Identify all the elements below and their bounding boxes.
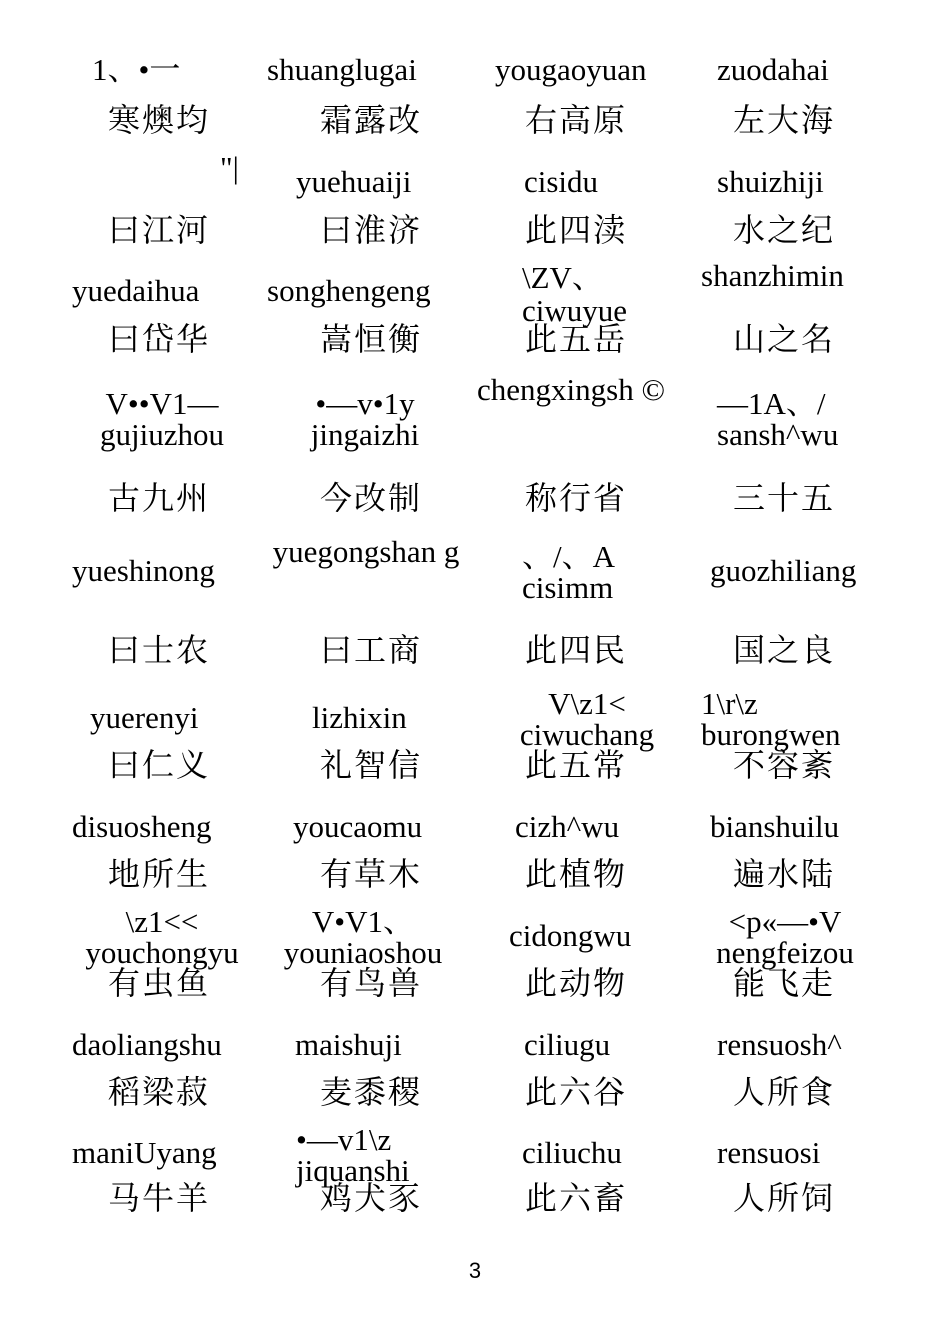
pinyin-r10-c4: rensuosi: [717, 1135, 821, 1170]
hanzi-r7-c3: 此植物: [525, 855, 628, 893]
pinyin-r8-c4: <p«—•V nengfeizou: [716, 904, 854, 970]
pinyin-r4-c1: V••V1— gujiuzhou: [100, 386, 224, 452]
hanzi-r3-c3: 此五岳: [525, 320, 628, 358]
pinyin-r4-c4: —1A、/ sansh^wu: [717, 386, 839, 452]
pinyin-r8-c1: \z1<< youchongyu: [85, 904, 239, 970]
pinyin-r6-c4: 1\r\z burongwen: [701, 686, 841, 752]
hanzi-r8-c1: 有虫鱼: [108, 964, 211, 1002]
pinyin-r3-c3: \ZV、 ciwuyue: [522, 260, 628, 328]
pinyin-r2-c4: shuizhiji: [717, 164, 824, 199]
hanzi-r5-c1: 曰士农: [108, 631, 211, 669]
hanzi-r3-c4: 山之名: [733, 320, 836, 358]
pinyin-r5-c1: yueshinong: [72, 553, 215, 588]
hanzi-r1-c2: 霜露改: [320, 101, 423, 139]
pinyin-r1-c1: 1、•一: [92, 52, 181, 87]
hanzi-r4-c2: 今改制: [320, 479, 423, 517]
hanzi-r2-c1: 曰江河: [108, 211, 211, 249]
pinyin-r6-c1: yuerenyi: [90, 700, 199, 735]
hanzi-r9-c1: 稻梁菽: [108, 1073, 211, 1111]
hanzi-r2-c2: 曰淮济: [320, 211, 423, 249]
pinyin-r8-c2: V•V1、 youniaoshou: [283, 904, 443, 970]
pinyin-r9-c2: maishuji: [295, 1027, 402, 1062]
pinyin-r5-c3: 、/、A cisimm: [522, 539, 614, 605]
hanzi-r9-c4: 人所食: [733, 1073, 836, 1111]
hanzi-r9-c2: 麦黍稷: [320, 1073, 423, 1111]
pinyin-r10-c3: ciliuchu: [522, 1135, 622, 1170]
hanzi-r1-c1: 寒燠均: [108, 101, 211, 139]
pinyin-r2-c3: cisidu: [524, 164, 599, 199]
hanzi-r1-c4: 左大海: [733, 101, 836, 139]
pinyin-r5-c4: guozhiliang: [710, 553, 857, 588]
hanzi-r3-c1: 曰岱华: [108, 320, 211, 358]
pinyin-r6-c3: V\z1< ciwuchang: [519, 686, 655, 752]
pinyin-r1-c3: yougaoyuan: [495, 52, 647, 87]
pinyin-r7-c2: youcaomu: [293, 809, 423, 844]
pinyin-r9-c4: rensuosh^: [717, 1027, 842, 1062]
pinyin-r1-c4: zuodahai: [717, 52, 829, 87]
pinyin-r8-c3: cidongwu: [509, 918, 632, 953]
hanzi-r9-c3: 此六谷: [525, 1073, 628, 1111]
hanzi-r4-c4: 三十五: [733, 479, 836, 517]
page-number: 3: [468, 1258, 482, 1283]
pinyin-r1-c2: shuanglugai: [267, 52, 417, 87]
hanzi-r5-c3: 此四民: [525, 631, 628, 669]
hanzi-r10-c1: 马牛羊: [108, 1179, 211, 1217]
hanzi-r4-c1: 古九州: [108, 479, 211, 517]
hanzi-r7-c4: 遍水陆: [733, 855, 836, 893]
hanzi-r7-c1: 地所生: [108, 855, 211, 893]
pinyin-r4-c3: chengxingsh ©: [477, 372, 665, 407]
hanzi-r1-c3: 右高原: [525, 101, 628, 139]
pinyin-r3-c2: songhengeng: [267, 273, 431, 308]
hanzi-r8-c4: 能飞走: [733, 964, 836, 1002]
hanzi-r7-c2: 有草木: [320, 855, 423, 893]
pinyin-r10-c1: maniUyang: [72, 1135, 217, 1170]
hanzi-r8-c2: 有鸟兽: [320, 964, 423, 1002]
hanzi-r10-c4: 人所饲: [733, 1179, 836, 1217]
pinyin-r7-c4: bianshuilu: [710, 809, 840, 844]
pinyin-r9-c3: ciliugu: [524, 1027, 611, 1062]
hanzi-r5-c2: 曰工商: [320, 631, 423, 669]
pinyin-r7-c3: cizh^wu: [515, 809, 620, 844]
hanzi-r6-c4: 不容紊: [733, 746, 836, 784]
hanzi-r6-c2: 礼智信: [320, 746, 423, 784]
pinyin-r2-c1: "|: [220, 150, 239, 185]
pinyin-r4-c2: •—v•1y jingaizhi: [310, 386, 420, 452]
hanzi-r3-c2: 嵩恒衡: [320, 320, 423, 358]
hanzi-r6-c1: 曰仁义: [108, 746, 211, 784]
hanzi-r2-c3: 此四渎: [525, 211, 628, 249]
hanzi-r2-c4: 水之纪: [733, 211, 836, 249]
hanzi-r5-c4: 国之良: [733, 631, 836, 669]
pinyin-r5-c2: yuegongshan g: [272, 534, 460, 569]
pinyin-r9-c1: daoliangshu: [72, 1027, 222, 1062]
pinyin-r2-c2: yuehuaiji: [296, 164, 412, 199]
pinyin-r7-c1: disuosheng: [72, 809, 212, 844]
hanzi-r8-c3: 此动物: [525, 964, 628, 1002]
pinyin-r6-c2: lizhixin: [312, 700, 407, 735]
hanzi-r10-c3: 此六畜: [525, 1179, 628, 1217]
hanzi-r10-c2: 鸡犬豕: [320, 1179, 423, 1217]
pinyin-r10-c2: •—v1\z jiquanshi: [296, 1122, 410, 1188]
pinyin-r3-c1: yuedaihua: [72, 273, 200, 308]
hanzi-r4-c3: 称行省: [525, 479, 628, 517]
hanzi-r6-c3: 此五常: [525, 746, 628, 784]
pinyin-r3-c4: shanzhimin: [701, 258, 844, 293]
